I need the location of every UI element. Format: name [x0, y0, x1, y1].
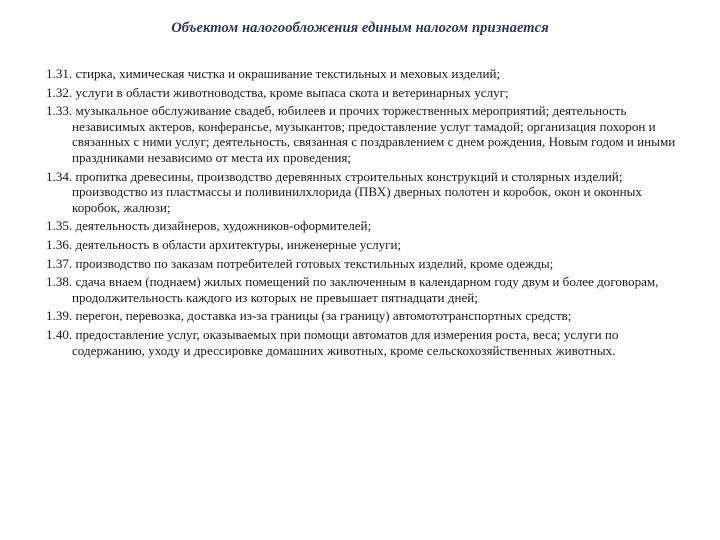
list-item: 1.33. музыкальное обслуживание свадеб, юбилеев и прочих торжественных мероприятий; деятельность независимых актеров, конферансье, музыкантов; предоставление услуг тамадой; организация похорон и связанных с ними услуг; деятельность, связанная с поздравлением с днем рождения, Новым годом и иными праздниками независимо от места их проведения;	[46, 103, 676, 165]
list-item: 1.37. производство по заказам потребителей готовых текстильных изделий, кроме одежды;	[46, 255, 554, 271]
tax-object-list	[46, 66, 682, 361]
list-item: 1.31. стирка, химическая чистка и окрашивание текстильных и меховых изделий;	[46, 66, 501, 81]
list-item: 1.40. предоставление услуг, оказываемых при помощи автоматов для измерения роста, веса; услуги по содержанию, уходу и дрессировке домашних животных, кроме сельскохозяйственных животных.	[46, 326, 619, 358]
list-item: 1.32. услуги в области животноводства, кроме выпаса скота и ветеринарных услуг;	[46, 84, 509, 100]
list-item: 1.34. пропитка древесины, производство деревянных строительных конструкций и столярных изделий; производство из пластмассы и поливинилхлорида (ПВХ) дверных полотен и коробок, окон и оконных коробок, жалюзи;	[46, 168, 642, 215]
slide-title: Объектом налогообложения единым налогом признается	[171, 20, 549, 36]
list-item: 1.35. деятельность дизайнеров, художников-оформителей;	[46, 218, 372, 234]
list-item: 1.38. сдача внаем (поднаем) жилых помещений по заключенным в календарном году двум и более договорам, продолжительность каждого из которых не превышает пятнадцати дней;	[46, 274, 659, 305]
list-item: 1.36. деятельность в области архитектуры, инженерные услуги;	[46, 236, 402, 252]
list-item: 1.39. перегон, перевозка, доставка из-за границы (за границу) автомототранспортных средств;	[46, 308, 572, 324]
